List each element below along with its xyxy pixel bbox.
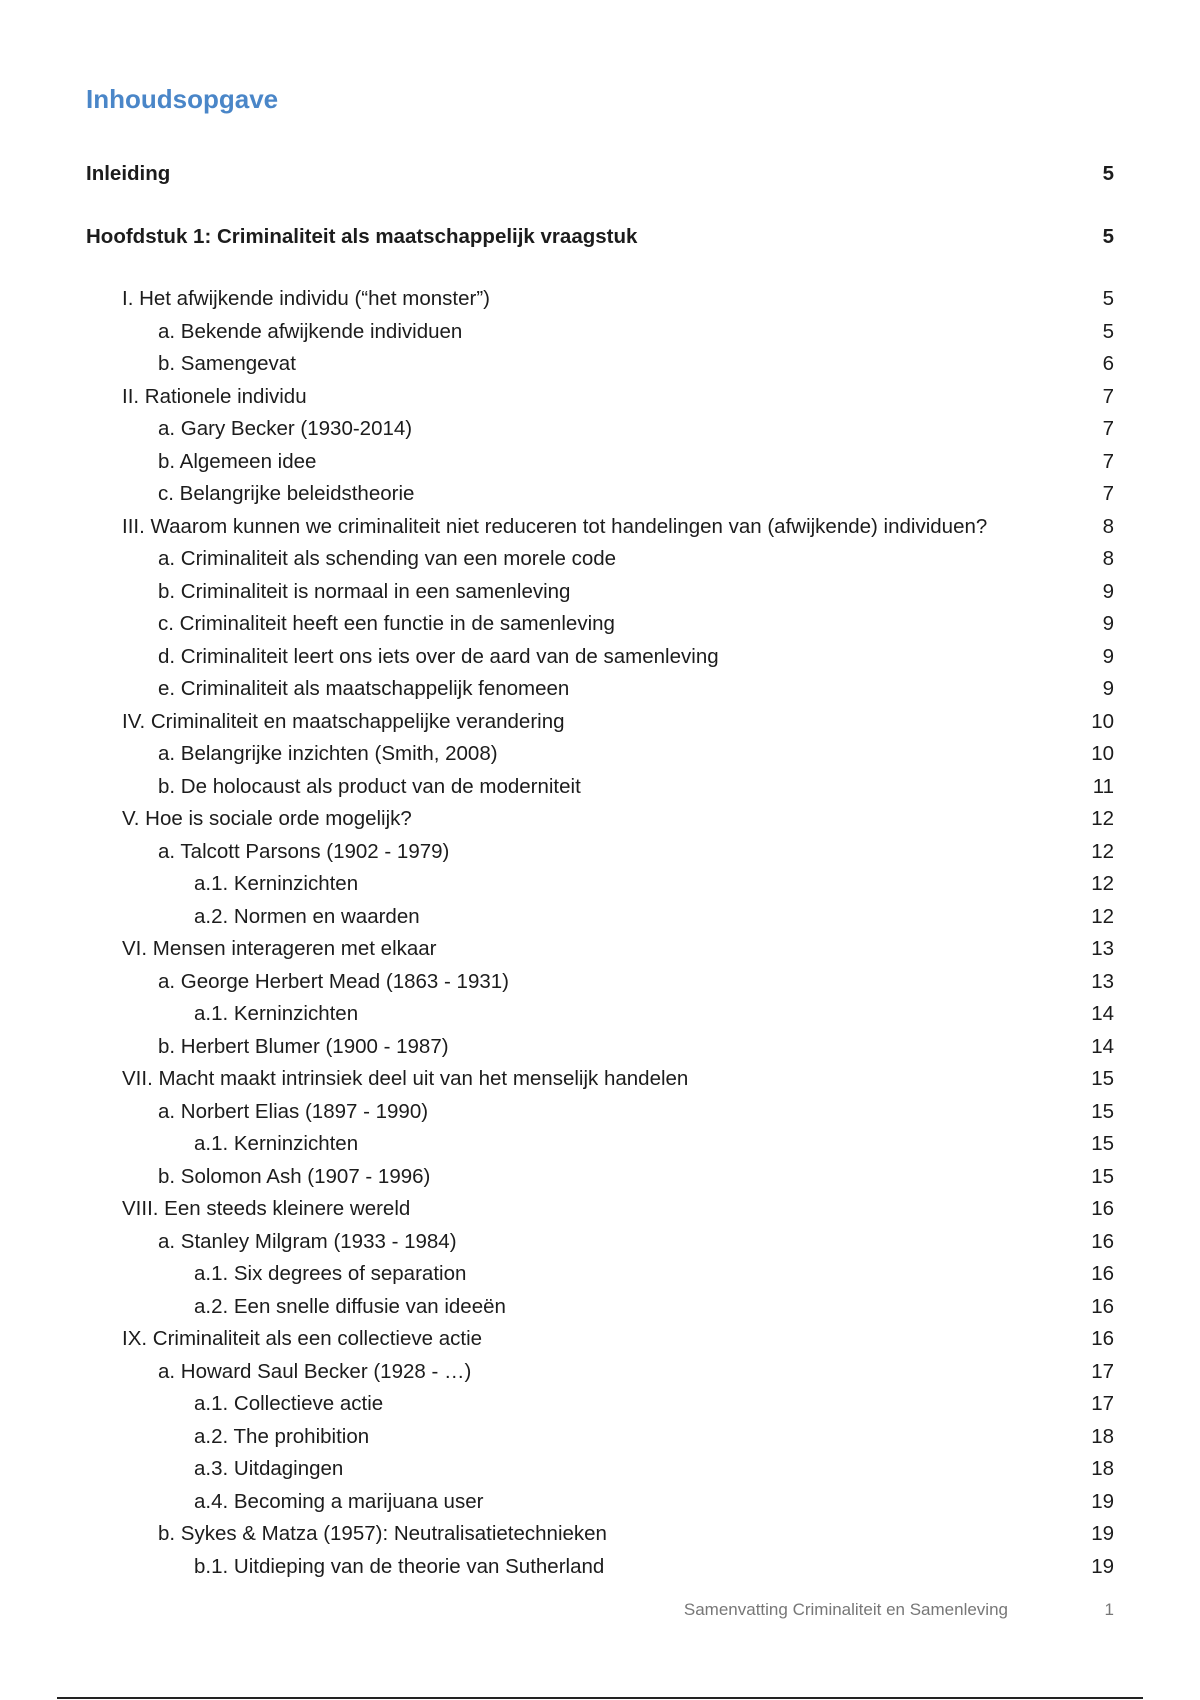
- toc-entry-label: IX. Criminaliteit als een collectieve actie: [122, 1327, 483, 1350]
- toc-entry-page: 7: [1102, 384, 1114, 408]
- toc-entry-label: a. George Herbert Mead (1863 - 1931): [158, 969, 509, 993]
- toc-entry-page: 19: [1091, 1489, 1114, 1513]
- toc-entry-page: 14: [1091, 1002, 1114, 1025]
- toc-entry-page: 10: [1091, 742, 1114, 765]
- toc-entry-label: b. Herbert Blumer (1900 - 1987): [158, 1034, 449, 1058]
- toc-entry-label: a. Bekende afwijkende individuen: [158, 319, 463, 343]
- toc-entry[interactable]: [86, 998, 1114, 1031]
- toc-entry-label: a.1. Kerninzichten: [194, 1132, 359, 1155]
- toc-entry-page: 9: [1102, 612, 1114, 635]
- toc-entry[interactable]: [86, 1421, 1114, 1454]
- toc-entry-label: a.1. Six degrees of separation: [194, 1262, 467, 1285]
- toc-entry[interactable]: [86, 1193, 1114, 1226]
- toc-entry-page: 9: [1102, 677, 1114, 700]
- toc-entry[interactable]: [86, 1258, 1114, 1291]
- toc-entry[interactable]: [86, 221, 1114, 254]
- toc-entry-page: 15: [1091, 1099, 1114, 1123]
- toc-entry-label: V. Hoe is sociale orde mogelijk?: [122, 807, 412, 830]
- toc-entry-label: a. Criminaliteit als schending van een morele code: [158, 547, 617, 570]
- toc-entry-page: 13: [1091, 969, 1114, 993]
- toc-entry-page: 11: [1092, 774, 1114, 798]
- toc-entry-page: 9: [1102, 644, 1114, 668]
- toc-entry-label: b. Criminaliteit is normaal in een samenleving: [158, 579, 571, 603]
- toc-entry-page: 16: [1091, 1197, 1114, 1220]
- toc-entry-page: 17: [1091, 1359, 1114, 1383]
- table-of-contents: [86, 158, 1114, 1583]
- toc-entry-label: b.1. Uitdieping van de theorie van Sutherland: [194, 1554, 605, 1578]
- toc-entry-label: VII. Macht maakt intrinsiek deel uit van het menselijk handelen: [122, 1067, 689, 1090]
- toc-entry-page: 15: [1091, 1067, 1114, 1090]
- toc-entry-page: 12: [1091, 807, 1114, 830]
- toc-entry-page: 18: [1091, 1457, 1114, 1480]
- toc-entry-label: IV. Criminaliteit en maatschappelijke verandering: [122, 709, 565, 733]
- toc-entry[interactable]: [86, 348, 1114, 381]
- toc-entry-page: 6: [1102, 352, 1114, 375]
- toc-entry-label: I. Het afwijkende individu (“het monster”): [122, 287, 491, 310]
- toc-entry[interactable]: [86, 1551, 1114, 1584]
- toc-entry-label: a. Norbert Elias (1897 - 1990): [158, 1099, 429, 1123]
- toc-entry[interactable]: [86, 933, 1114, 966]
- footer-page-number: 1: [1104, 1600, 1114, 1619]
- toc-entry[interactable]: [86, 381, 1114, 414]
- toc-entry-label: a.2. Een snelle diffusie van ideeën: [194, 1294, 506, 1318]
- toc-entry-page: 13: [1091, 937, 1114, 960]
- toc-entry[interactable]: [86, 1486, 1114, 1519]
- toc-entry-label: a. Belangrijke inzichten (Smith, 2008): [158, 742, 498, 765]
- toc-entry-page: 16: [1091, 1229, 1114, 1253]
- toc-entry-page: 17: [1091, 1392, 1114, 1415]
- toc-entry[interactable]: [86, 1031, 1114, 1064]
- toc-entry-label: a. Gary Becker (1930-2014): [158, 417, 413, 440]
- toc-entry-page: 5: [1102, 287, 1114, 310]
- toc-entry[interactable]: [86, 901, 1114, 934]
- toc-entry-label: VI. Mensen interageren met elkaar: [122, 937, 437, 960]
- toc-entry[interactable]: [86, 868, 1114, 901]
- toc-entry-label: Inleiding: [86, 162, 171, 185]
- footer-title: Samenvatting Criminaliteit en Samenleving: [683, 1600, 1008, 1619]
- toc-entry[interactable]: [86, 641, 1114, 674]
- toc-entry[interactable]: [86, 706, 1114, 739]
- toc-entry-label: a.1. Collectieve actie: [194, 1392, 384, 1415]
- toc-entry[interactable]: [86, 511, 1114, 544]
- toc-entry-label: a.3. Uitdagingen: [194, 1457, 344, 1480]
- toc-entry-page: 5: [1102, 162, 1114, 185]
- toc-entry-label: II. Rationele individu: [122, 384, 307, 408]
- toc-entry-page: 16: [1091, 1327, 1114, 1350]
- toc-entry-label: III. Waarom kunnen we criminaliteit niet reduceren tot handelingen van (afwijkende) individuen?: [122, 514, 988, 538]
- toc-entry-page: 19: [1091, 1554, 1114, 1578]
- toc-entry[interactable]: [86, 158, 1114, 191]
- toc-entry-page: 7: [1102, 482, 1114, 505]
- toc-entry[interactable]: [86, 576, 1114, 609]
- toc-entry-page: 8: [1102, 514, 1114, 538]
- toc-entry-page: 5: [1102, 319, 1114, 343]
- toc-entry[interactable]: [86, 1096, 1114, 1129]
- toc-entry-page: 16: [1091, 1294, 1114, 1318]
- toc-entry-label: a. Stanley Milgram (1933 - 1984): [158, 1229, 457, 1253]
- toc-entry-label: Hoofdstuk 1: Criminaliteit als maatschappelijk vraagstuk: [86, 224, 638, 248]
- toc-entry-label: VIII. Een steeds kleinere wereld: [122, 1197, 411, 1220]
- toc-entry[interactable]: [86, 283, 1114, 316]
- toc-entry-page: 15: [1091, 1132, 1114, 1155]
- toc-entry-page: 9: [1102, 579, 1114, 603]
- toc-entry[interactable]: [86, 673, 1114, 706]
- toc-entry[interactable]: [86, 1063, 1114, 1096]
- toc-entry-page: 18: [1091, 1424, 1114, 1448]
- page-footer: [0, 1600, 1200, 1624]
- toc-entry[interactable]: [86, 1161, 1114, 1194]
- toc-entry-label: a. Howard Saul Becker (1928 - …): [158, 1359, 472, 1383]
- toc-entry[interactable]: [86, 608, 1114, 641]
- toc-entry[interactable]: [86, 1226, 1114, 1259]
- toc-entry-page: 5: [1102, 224, 1114, 248]
- toc-entry[interactable]: [86, 1356, 1114, 1389]
- toc-entry[interactable]: [86, 771, 1114, 804]
- toc-entry-page: 15: [1091, 1164, 1114, 1188]
- toc-entry[interactable]: [86, 1323, 1114, 1356]
- toc-entry[interactable]: [86, 1518, 1114, 1551]
- toc-entry-label: b. De holocaust als product van de moderniteit: [158, 774, 581, 798]
- toc-entry[interactable]: [86, 803, 1114, 836]
- toc-entry-page: 14: [1091, 1034, 1114, 1058]
- bottom-divider: [57, 1697, 1143, 1699]
- page-title: Inhoudsopgave: [86, 84, 279, 114]
- toc-entry-label: e. Criminaliteit als maatschappelijk fenomeen: [158, 677, 570, 700]
- toc-entry[interactable]: [86, 446, 1114, 479]
- toc-entry-label: a.1. Kerninzichten: [194, 1002, 359, 1025]
- toc-entry[interactable]: [86, 738, 1114, 771]
- toc-entry-page: 16: [1091, 1262, 1114, 1285]
- toc-entry[interactable]: [86, 1128, 1114, 1161]
- toc-entry-page: 7: [1102, 449, 1114, 473]
- toc-entry[interactable]: [86, 966, 1114, 999]
- toc-entry[interactable]: [86, 543, 1114, 576]
- toc-entry-page: 10: [1091, 709, 1114, 733]
- toc-entry-label: c. Belangrijke beleidstheorie: [158, 482, 415, 505]
- toc-entry-page: 7: [1102, 417, 1114, 440]
- toc-entry-label: a. Talcott Parsons (1902 - 1979): [158, 839, 450, 863]
- toc-entry-page: 12: [1091, 872, 1114, 895]
- toc-entry-label: a.2. Normen en waarden: [194, 904, 420, 928]
- toc-entry-label: b. Algemeen idee: [158, 449, 317, 473]
- toc-entry[interactable]: [86, 316, 1114, 349]
- toc-entry[interactable]: [86, 413, 1114, 446]
- toc-entry[interactable]: [86, 1388, 1114, 1421]
- toc-entry[interactable]: [86, 1291, 1114, 1324]
- toc-entry-label: a.1. Kerninzichten: [194, 872, 359, 895]
- toc-entry-label: b. Sykes & Matza (1957): Neutralisatietechnieken: [158, 1522, 607, 1545]
- toc-entry-label: d. Criminaliteit leert ons iets over de aard van de samenleving: [158, 644, 719, 668]
- toc-entry-label: b. Solomon Ash (1907 - 1996): [158, 1164, 431, 1188]
- toc-entry-label: c. Criminaliteit heeft een functie in de samenleving: [158, 612, 615, 635]
- toc-entry-label: b. Samengevat: [158, 352, 296, 375]
- toc-entry[interactable]: [86, 836, 1114, 869]
- toc-entry[interactable]: [86, 1453, 1114, 1486]
- toc-entry-page: 19: [1091, 1522, 1114, 1545]
- toc-entry-label: a.2. The prohibition: [194, 1424, 370, 1448]
- toc-entry-page: 12: [1091, 904, 1114, 928]
- toc-entry-label: a.4. Becoming a marijuana user: [194, 1489, 484, 1513]
- toc-entry[interactable]: [86, 478, 1114, 511]
- toc-entry-page: 8: [1102, 547, 1114, 570]
- toc-entry-page: 12: [1091, 839, 1114, 863]
